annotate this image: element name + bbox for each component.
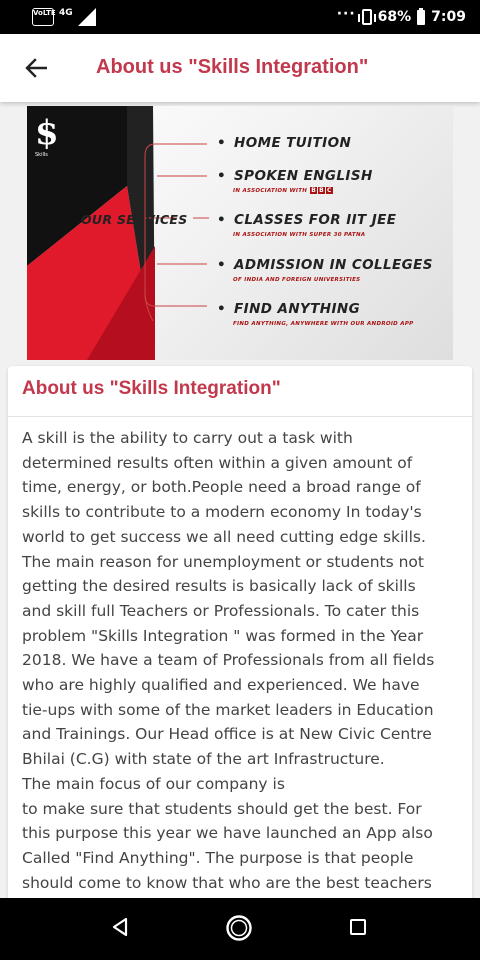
service-item: • ADMISSION IN COLLEGES	[217, 257, 433, 273]
network-type: 4G	[59, 8, 73, 18]
vibrate-icon	[362, 9, 372, 25]
notification-dots-icon: ···	[336, 6, 356, 22]
about-card	[8, 366, 472, 926]
service-item: • FIND ANYTHING	[217, 301, 360, 317]
service-sub: IN ASSOCIATION WITH SUPER 30 PATNA	[233, 232, 366, 238]
arrow-left-icon	[25, 58, 47, 78]
service-item: • SPOKEN ENGLISH	[217, 168, 373, 184]
volte-icon: VoLTE	[32, 8, 54, 26]
battery-percent: 68%	[377, 9, 412, 25]
app-bar	[0, 34, 480, 102]
bbc-logo: B B C	[311, 187, 332, 194]
service-sub: OF INDIA AND FOREIGN UNIVERSITIES	[233, 277, 361, 283]
battery-icon	[417, 10, 425, 25]
about-body-text: A skill is the ability to carry out a task with determined results often within a given amount of time, energy, or both.People need a broad range of skills to contribute to a modern economy In today's world to get success we all need cutting edge skills. The main reason for unemployment or students not getting the desired results is basically lack of skills and skill full Teachers or Professionals. To cater this problem "Skills Integration " was formed in the Year 2018. We have a team of Professionals from all fields who are highly qualified and experienced. We have tie-ups with some of the market leaders in Education and Trainings. Our Head office is at New Civic Centre Bhilai (C.G) with state of the art Infrastructure. The main focus of our company is to make sure that students should get the best. For this purpose this year we have launched an App also Called "Find Anything". The purpose is that people should come to know that who are the best teachers	[22, 429, 435, 892]
system-nav-bar	[0, 898, 480, 960]
services-label: OUR SERVICES	[81, 212, 188, 227]
signal-icon	[78, 8, 96, 26]
nav-recents-icon[interactable]	[350, 919, 366, 935]
nav-back-icon[interactable]	[111, 917, 129, 937]
service-item: • CLASSES FOR IIT JEE	[217, 212, 396, 228]
service-item: • HOME TUITION	[217, 135, 351, 151]
status-bar	[0, 0, 480, 34]
back-button[interactable]	[22, 54, 50, 82]
clock: 7:09	[431, 9, 466, 25]
card-title: About us "Skills Integration"	[22, 378, 281, 399]
divider	[8, 416, 472, 417]
page-title: About us "Skills Integration"	[96, 56, 369, 78]
service-sub: IN ASSOCIATION WITH B B C	[233, 187, 332, 194]
service-sub: FIND ANYTHING, ANYWHERE WITH OUR ANDROID APP	[233, 321, 414, 327]
nav-home-icon[interactable]	[225, 914, 253, 942]
skills-logo: $ Skills	[35, 113, 59, 158]
services-banner	[27, 106, 453, 360]
